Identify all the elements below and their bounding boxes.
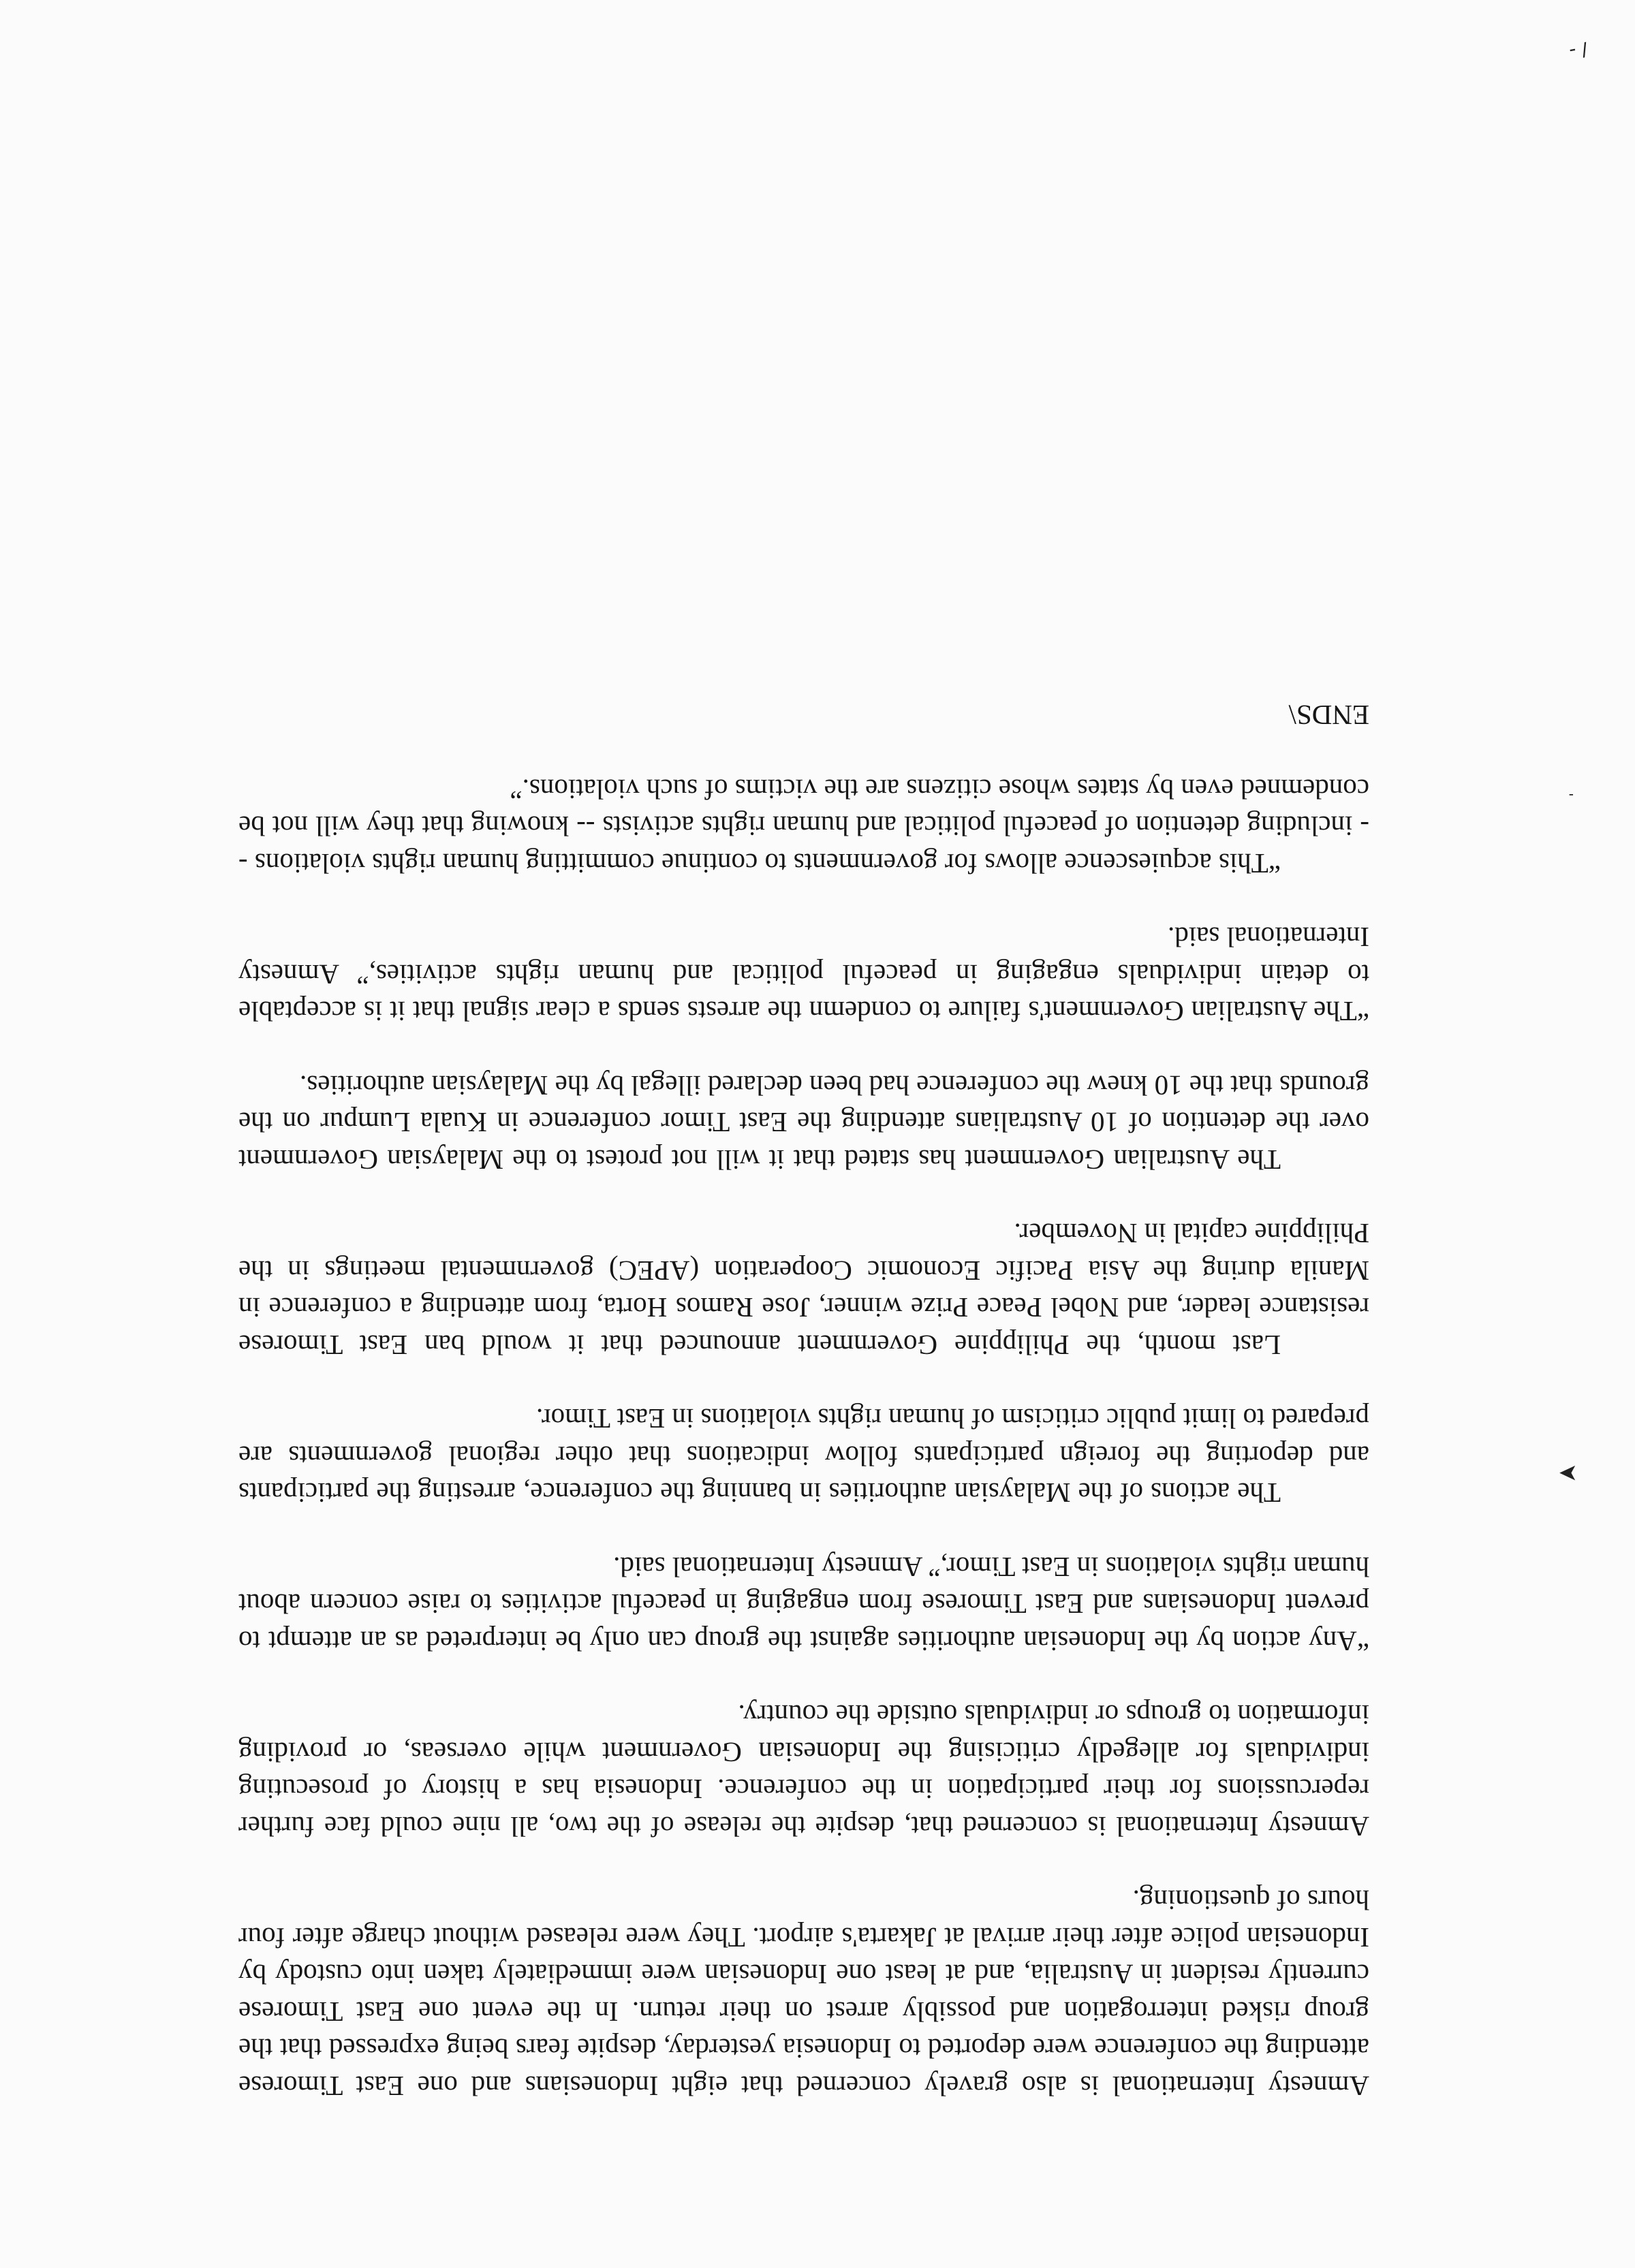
paragraph-deportations: Amnesty International is also gravely concerned that eight Indonesians and one East Timorese attending the conference were deported to Indonesia yesterday, despite fears being expressed that the group risked interrogation and possibly arrest on their return. In the event one East Timorese currently resident in Australia, and at least one Indonesian were immediately taken into custody by Indonesian police after their arrival at Jakarta's airport. They were released without charge after four hours of questioning. xyxy=(238,1885,1369,2102)
margin-arrow-icon: ➤ xyxy=(1558,1460,1578,1486)
paragraph-indonesian-action-quote: “Any action by the Indonesian authorities against the group can only be interpreted as an attempt to prevent Indonesians and East Timorese from engaging in peaceful activities to raise concern about human rights violations in East Timor,” Amnesty International said. xyxy=(238,1552,1369,1657)
press-release-body xyxy=(238,697,1369,2105)
paragraph-acquiescence-quote: “This acquiescence allows for governments to continue committing human rights violations -- including detention of peaceful political and human rights activists -- knowing that they will not be condemned even by states whose citizens are the victims of such violations.” xyxy=(238,774,1369,879)
paragraph-malaysian-authorities: The actions of the Malaysian authorities in banning the conference, arresting the participants and deporting the foreign participants follow indications that other regional governments are prepared to limit public criticism of human rights violations in East Timor. xyxy=(238,1403,1369,1509)
margin-dash-mark: - xyxy=(1568,787,1574,804)
paragraph-philippine-ban: Last month, the Philippine Government announced that it would ban East Timorese resistance leader, and Nobel Peace Prize winner, Jose Ramos Horta, from attending a conference in Manila during the Asia Pacific Economic Cooperation (APEC) governmental meetings in the Philippine capital in November. xyxy=(238,1218,1369,1361)
margin-scribble-corner: / - xyxy=(1567,37,1589,63)
paragraph-australian-failure-quote: “The Australian Government's failure to condemn the arrests sends a clear signal that it is acceptable to detain individuals engaging in peaceful political and human rights activities,” Amnesty International said. xyxy=(238,922,1369,1028)
ends-marker: ENDS\ xyxy=(1288,699,1369,731)
paragraph-australian-government: The Australian Government has stated that it will not protest to the Malaysian Government over the detention of 10 Australians attending the East Timor conference in Kuala Lumpur on the grounds that the 10 knew the conference had been declared illegal by the Malaysian authorities. xyxy=(238,1070,1369,1176)
paragraph-repercussions: Amnesty International is concerned that, despite the release of the two, all nine could face further repercussions for their participation in the conference. Indonesia has a history of prosecuting individuals for allegedly criticising the Indonesian Government while overseas, or providing information to groups or individuals outside the country. xyxy=(238,1699,1369,1842)
